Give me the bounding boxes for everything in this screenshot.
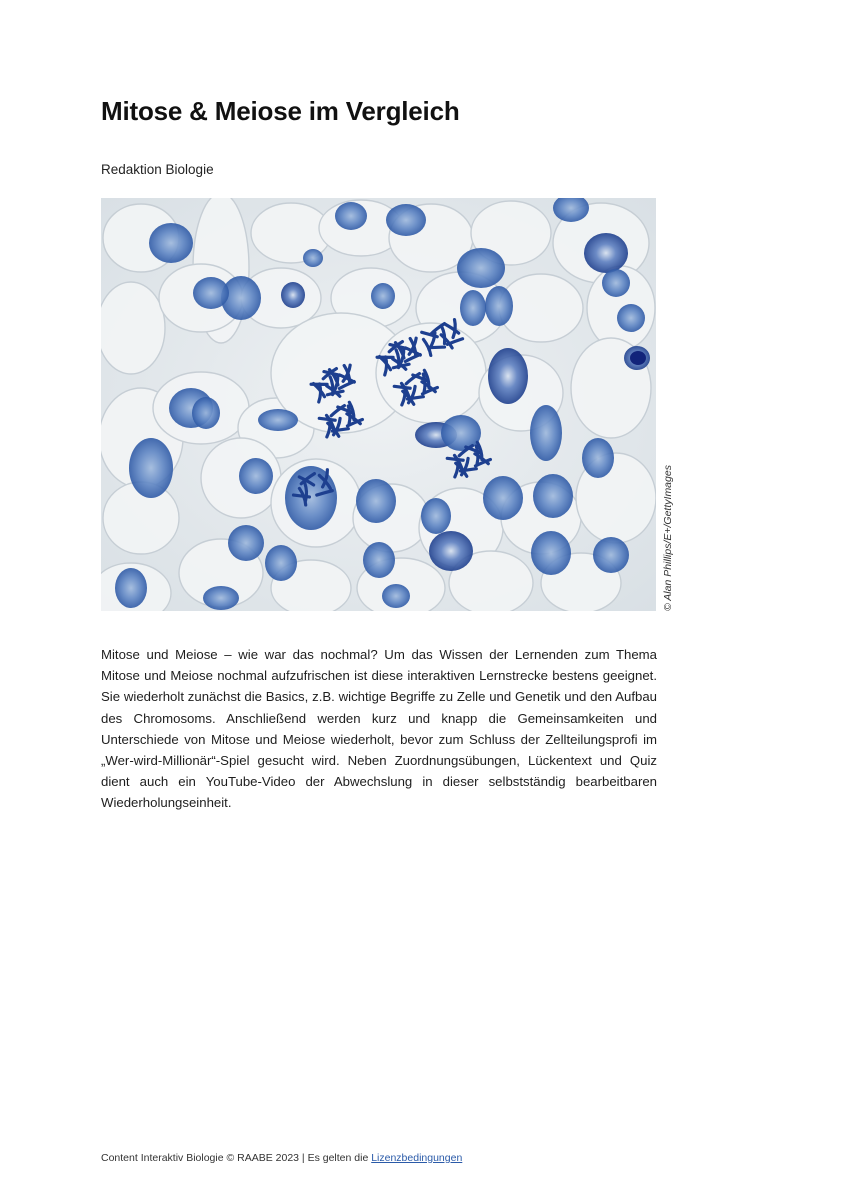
body-paragraph: Mitose und Meiose – wie war das nochmal? Um das Wissen der Lernenden zum Thema Mitose und Meiose nochmal aufzufrischen ist diese interaktiven Lernstrecke bestens geeignet. Sie wiederholt zunächst die Basics, z.B. wichtige Begriffe zu Zelle und Genetik und den Aufbau des Chromosoms. Anschließend werden kurz und knapp die Gemeinsamkeiten und Unterschiede von Mitose und Meiose wiederholt, bevor zum Schluss der Zellteilungsprofi im „Wer-wird-Millionär“-Spiel gesucht wird. Neben Zuordnungsübungen, Lückentext und Quiz dient auch ein YouTube-Video der Abwechslung in dieser selbstständig bearbeitbaren Wiederholungseinheit.: [101, 647, 657, 811]
footer: [101, 1152, 462, 1164]
image-credit: © Alan Phillips/E+/GettyImages: [662, 465, 674, 611]
page-title: Mitose & Meiose im Vergleich: [101, 96, 460, 126]
license-link[interactable]: Lizenzbedingungen: [371, 1152, 463, 1164]
author-line: Redaktion Biologie: [101, 162, 214, 177]
footer-text: Content Interaktiv Biologie © RAABE 2023 | Es gelten die: [101, 1152, 372, 1164]
cell-micrograph-image: [101, 198, 656, 611]
